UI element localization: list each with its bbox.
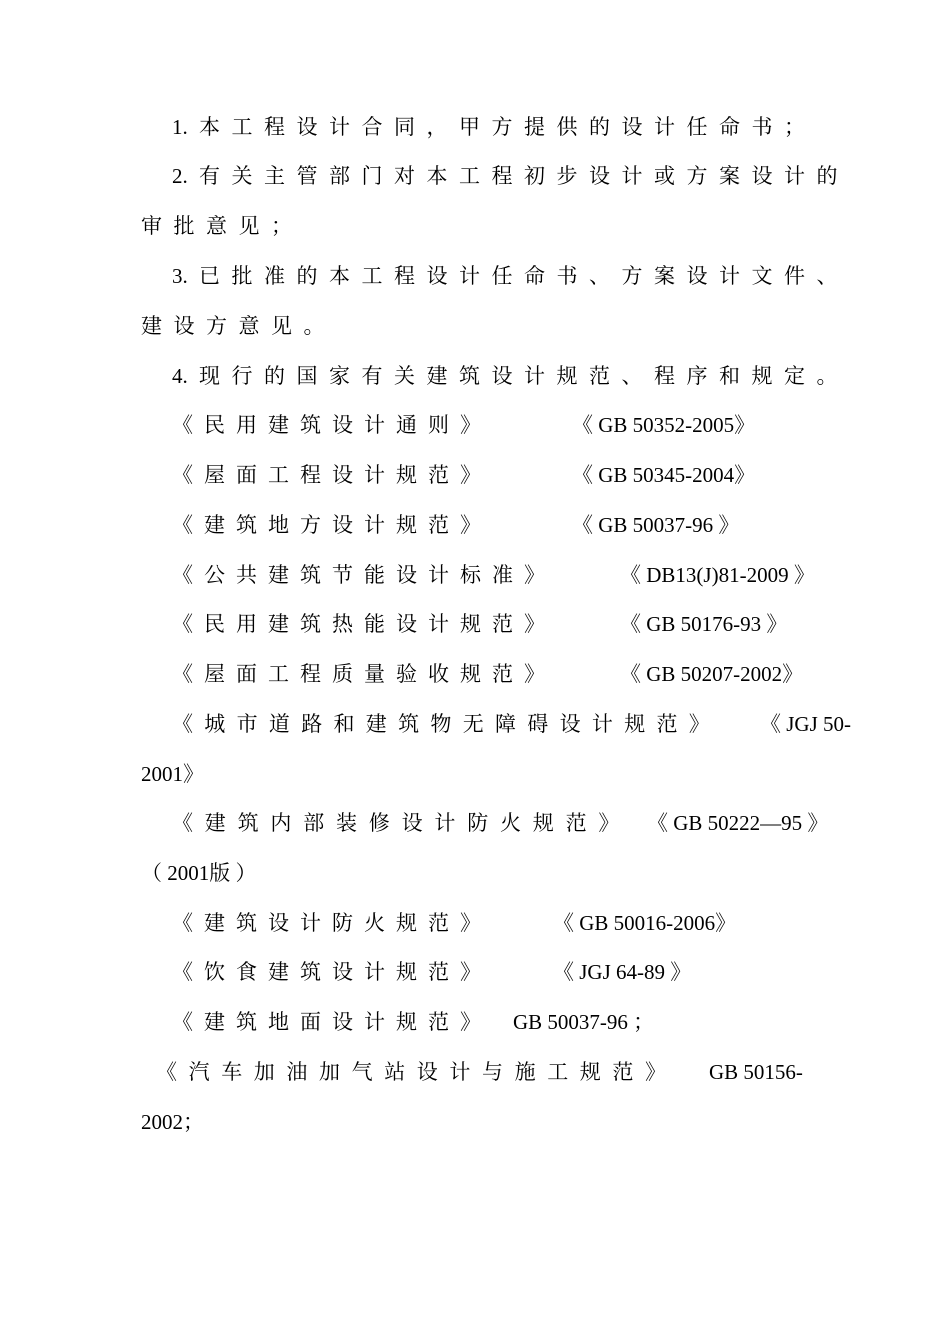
standard-name: 《建筑设计防火规范》 <box>172 911 492 935</box>
standard-code-continuation: （ 2001版 ） <box>141 861 257 885</box>
standard-name: 《民用建筑设计通则》 <box>172 413 492 437</box>
list-item-4 <box>172 361 849 391</box>
standard-code: 《 JGJ 50- <box>760 712 852 736</box>
item-number: 4. <box>172 364 188 388</box>
standard-name: 《建筑地方设计规范》 <box>172 513 492 537</box>
list-item-2-continuation: 审批意见； <box>141 214 304 238</box>
item-text: 本工程设计合同，甲方提供的设计任命书； <box>199 115 817 139</box>
standard-code: 《 DB13(J)81-2009 》 <box>620 563 815 587</box>
standard-name: 《建筑内部装修设计防火规范》 <box>172 811 632 835</box>
list-item-1 <box>172 112 817 142</box>
item-text: 有关主管部门对本工程初步设计或方案设计的 <box>199 164 849 188</box>
standard-name: 《屋面工程设计规范》 <box>172 463 492 487</box>
item-number: 2. <box>172 164 188 188</box>
standard-name: 《民用建筑热能设计规范》 <box>172 612 556 636</box>
standard-code: 《 GB 50176-93 》 <box>620 612 788 636</box>
standard-name: 《城市道路和建筑物无障碍设计规范》 <box>172 712 722 736</box>
list-item-3-continuation: 建设方意见。 <box>141 314 336 338</box>
item-text: 已批准的本工程设计任命书、方案设计文件、 <box>199 264 849 288</box>
standard-code: GB 50156- <box>709 1060 803 1084</box>
standard-code: 《 JGJ 64-89 》 <box>553 960 692 984</box>
standard-code: 《 GB 50207-2002》 <box>620 662 804 686</box>
list-item-3 <box>172 261 849 291</box>
standard-name: 《屋面工程质量验收规范》 <box>172 662 556 686</box>
standard-code: GB 50037-96 ； <box>513 1010 655 1034</box>
standard-code-continuation: 2002； <box>141 1110 204 1134</box>
standard-code-continuation: 2001》 <box>141 762 204 786</box>
standard-name: 《建筑地面设计规范》 <box>172 1010 492 1034</box>
standard-code: 《 GB 50016-2006》 <box>553 911 737 935</box>
list-item-2 <box>172 161 849 191</box>
item-text: 现行的国家有关建筑设计规范、程序和规定。 <box>199 364 849 388</box>
standard-name: 《公共建筑节能设计标准》 <box>172 563 556 587</box>
standard-name: 《汽车加油加气站设计与施工规范》 <box>156 1060 678 1084</box>
standard-code: 《 GB 50222—95 》 <box>647 811 829 835</box>
standard-code: 《 GB 50037-96 》 <box>572 513 740 537</box>
item-number: 3. <box>172 264 188 288</box>
standard-code: 《 GB 50352-2005》 <box>572 413 756 437</box>
standard-code: 《 GB 50345-2004》 <box>572 463 756 487</box>
item-number: 1. <box>172 115 188 139</box>
standard-name: 《饮食建筑设计规范》 <box>172 960 492 984</box>
